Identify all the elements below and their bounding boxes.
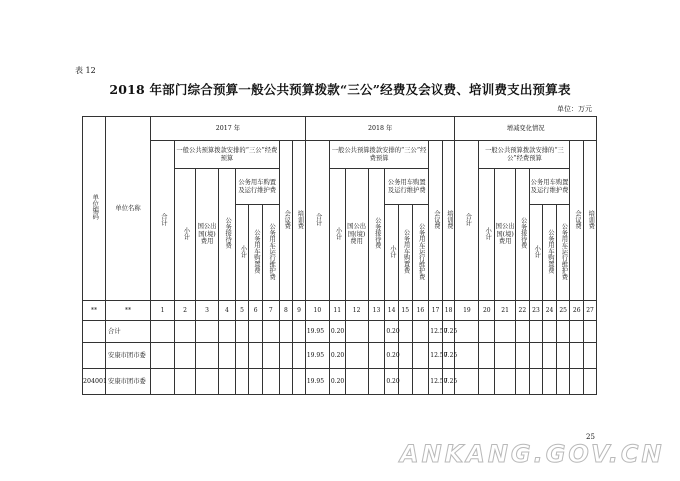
row-code xyxy=(83,321,106,343)
col-number: 16 xyxy=(412,301,429,321)
unit-label: 单位：万元 xyxy=(557,105,592,113)
header-2018-subtotal: 小计 xyxy=(329,169,345,301)
header-2017-sangong: 一般公共预算拨款安排的“三公”经费预算 xyxy=(175,141,280,169)
row-code: 204001 xyxy=(83,369,106,395)
header-2018-car-run: 公务用车运行维护费 xyxy=(412,205,429,301)
header-2017-car: 公务用车购置及运行维护费 xyxy=(235,169,279,205)
col-number: 3 xyxy=(196,301,219,321)
col-number: 18 xyxy=(442,301,455,321)
table-number: 表 12 xyxy=(75,66,96,75)
cell-2018-car-subtotal: 0.20 xyxy=(385,369,399,395)
header-change-car: 公务用车购置及运行维护费 xyxy=(529,169,570,205)
col-number: 8 xyxy=(279,301,293,321)
col-number: 27 xyxy=(584,301,597,321)
header-change-car-run: 公务用车运行维护费 xyxy=(556,205,570,301)
cell-2018-subtotal: 0.20 xyxy=(329,321,345,343)
cell-2018-car-subtotal: 0.20 xyxy=(385,321,399,343)
table-row xyxy=(83,369,597,395)
col-number: 10 xyxy=(305,301,329,321)
header-change-car-buy: 公务用车购置费 xyxy=(543,205,557,301)
col-number: 12 xyxy=(345,301,368,321)
row-name: 合计 xyxy=(106,321,151,343)
header-2017-subtotal: 小计 xyxy=(175,169,196,301)
page-number: 25 xyxy=(586,433,595,441)
col-number: 25 xyxy=(556,301,570,321)
header-change-reception: 公务接待费 xyxy=(516,169,530,301)
col-number: 15 xyxy=(398,301,412,321)
header-change-meeting: 会议费 xyxy=(570,141,584,301)
cell-2018-training: 7.25 xyxy=(442,343,455,369)
header-2018-training: 培训费 xyxy=(442,141,455,301)
header-2017-car-subtotal: 小计 xyxy=(235,205,249,301)
col-number: 9 xyxy=(293,301,306,321)
code-cell: ** xyxy=(83,301,106,321)
header-unit-code: 单位编码 xyxy=(83,117,106,301)
header-change-training: 培训费 xyxy=(584,141,597,301)
cell-2018-meeting: 12.50 xyxy=(429,369,443,395)
col-number: 14 xyxy=(385,301,399,321)
document-title: 2018 年部门综合预算一般公共预算拨款“三公”经费及会议费、培训费支出预算表 xyxy=(109,82,571,97)
header-change-abroad: 国公出国(境)费用 xyxy=(495,169,516,301)
header-2017-abroad: 国公出国(境)费用 xyxy=(196,169,219,301)
cell-2018-total: 19.95 xyxy=(305,321,329,343)
col-number: 22 xyxy=(516,301,530,321)
cell-2018-total: 19.95 xyxy=(305,369,329,395)
column-number-row xyxy=(83,301,597,321)
header-2018-car-buy: 公务用车购置费 xyxy=(398,205,412,301)
header-change-subtotal: 小计 xyxy=(479,169,495,301)
header-2017: 2017 年 xyxy=(151,117,306,141)
row-name: 安康市团市委 xyxy=(106,369,151,395)
cell-2018-total: 19.95 xyxy=(305,343,329,369)
watermark: ANKANG.GOV.CN xyxy=(400,440,665,468)
header-change: 增减变化情况 xyxy=(455,117,597,141)
cell-2018-car-subtotal: 0.20 xyxy=(385,343,399,369)
header-2018-sangong: 一般公共预算拨款安排的“三公”经费预算 xyxy=(329,141,428,169)
col-number: 26 xyxy=(570,301,584,321)
cell-2018-subtotal: 0.20 xyxy=(329,343,345,369)
col-number: 23 xyxy=(529,301,543,321)
budget-table xyxy=(82,116,597,395)
header-2018-car-subtotal: 小计 xyxy=(385,205,399,301)
header-2018-car: 公务用车购置及运行维护费 xyxy=(385,169,429,205)
header-2018-meeting: 会议费 xyxy=(429,141,443,301)
col-number: 13 xyxy=(368,301,385,321)
table-row xyxy=(83,321,597,343)
cell-2018-subtotal: 0.20 xyxy=(329,369,345,395)
col-number: 17 xyxy=(429,301,443,321)
row-name: 安康市团市委 xyxy=(106,343,151,369)
col-number: 2 xyxy=(175,301,196,321)
col-number: 11 xyxy=(329,301,345,321)
col-number: 4 xyxy=(219,301,236,321)
header-2017-reception: 公务接待费 xyxy=(219,169,236,301)
header-2017-total: 合计 xyxy=(151,141,175,301)
header-change-car-subtotal: 小计 xyxy=(529,205,543,301)
header-2018-abroad: 国公出国(境)费用 xyxy=(345,169,368,301)
cell-2018-training: 7.25 xyxy=(442,321,455,343)
header-2018-total: 合计 xyxy=(305,141,329,301)
header-change-total: 合计 xyxy=(455,141,479,301)
col-number: 7 xyxy=(262,301,279,321)
header-2018: 2018 年 xyxy=(305,117,455,141)
header-2018-reception: 公务接待费 xyxy=(368,169,385,301)
col-number: 20 xyxy=(479,301,495,321)
header-change-sangong: 一般公共预算拨款安排的“三公”经费预算 xyxy=(479,141,570,169)
col-number: 5 xyxy=(235,301,249,321)
col-number: 24 xyxy=(543,301,557,321)
col-number: 19 xyxy=(455,301,479,321)
col-number: 21 xyxy=(495,301,516,321)
header-2017-meeting: 会议费 xyxy=(279,141,293,301)
header-2017-car-buy: 公务用车购置费 xyxy=(249,205,263,301)
col-number: 1 xyxy=(151,301,175,321)
cell-2018-meeting: 12.50 xyxy=(429,343,443,369)
cell-2018-meeting: 12.50 xyxy=(429,321,443,343)
table-row xyxy=(83,343,597,369)
col-number: 6 xyxy=(249,301,263,321)
code-cell: ** xyxy=(106,301,151,321)
header-unit-name: 单位名称 xyxy=(106,117,151,301)
header-2017-car-run: 公务用车运行维护费 xyxy=(262,205,279,301)
header-2017-training: 培训费 xyxy=(293,141,306,301)
row-code xyxy=(83,343,106,369)
cell-2018-training: 7.25 xyxy=(442,369,455,395)
